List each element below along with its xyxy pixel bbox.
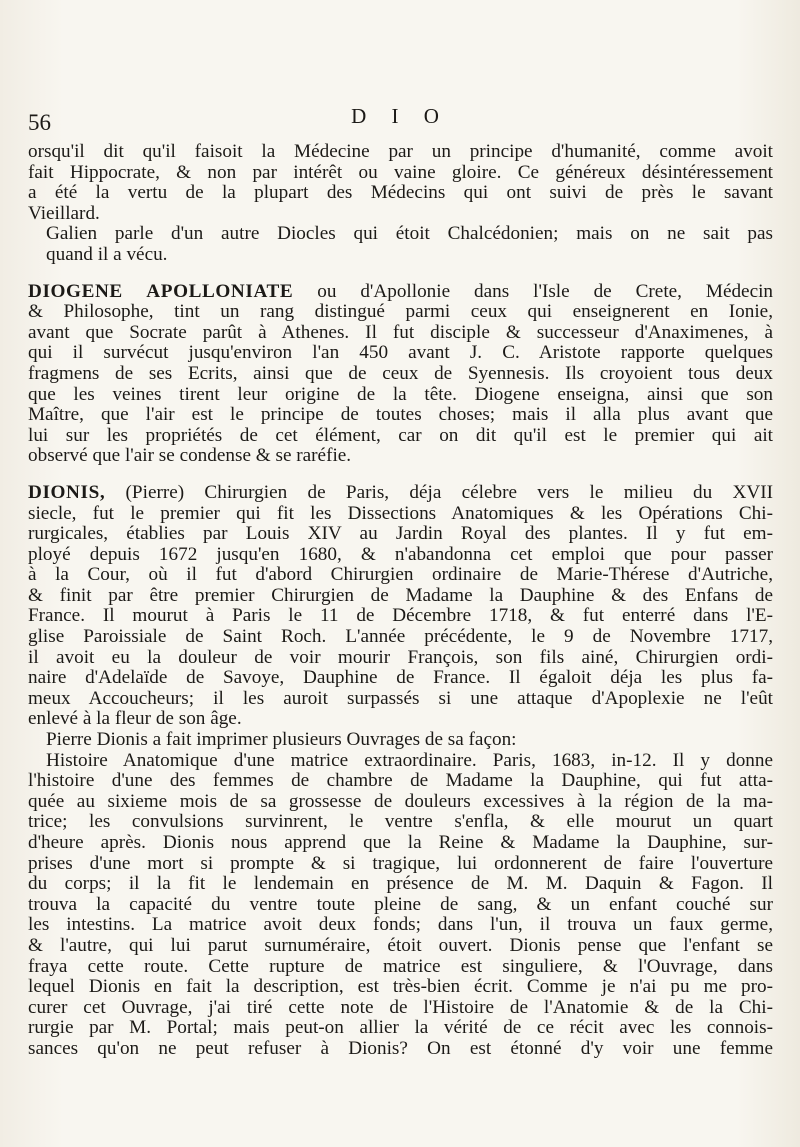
text-line [28, 282, 773, 303]
text-line: lui sur les propriétés de cet élément, car on dit qu'il est le premier qui ait [28, 425, 773, 446]
text-line: que les veines tirent leur origine de la tête. Diogene enseigna, ainsi que son [28, 384, 773, 405]
paragraph-histoire-anatomique [28, 751, 773, 1060]
running-head: D I O [351, 104, 449, 128]
text-line: Vieillard. [28, 203, 100, 224]
text-line: qui il survécut jusqu'environ l'an 450 avant J. C. Aristote rapporte quelques [28, 343, 773, 364]
text-line: & Philosophe, tint un rang distingué parmi ceux qui enseignerent en Ionie, [28, 302, 773, 323]
text-line: ployé depuis 1672 jusqu'en 1680, & n'abandonna cet emploi que pour passer [28, 544, 773, 565]
text-line: prises d'une mort si prompte & si tragique, lui ordonnerent de faire l'ouverture [28, 853, 773, 874]
text-line: avant que Socrate parût à Athenes. Il fut disciple & successeur d'Anaximenes, à [28, 322, 773, 343]
text-line-rest: ou d'Apollonie dans l'Isle de Crete, Médecin [317, 281, 773, 302]
text-line: Histoire Anatomique d'une matrice extraordinaire. Paris, 1683, in-12. Il y donne [46, 750, 773, 771]
text-line: siecle, fut le premier qui fit les Dissections Anatomiques & les Opérations Chi- [28, 503, 773, 524]
text-line: trouva la capacité du ventre toute pleine de sang, & un enfant couché sur [28, 894, 773, 915]
text-line: rurgicales, établies par Louis XIV au Jardin Royal des plantes. Il y fut em- [28, 524, 773, 545]
text-line: fragmens de ses Ecrits, ainsi que de ceux de Syennesis. Ils croyoient tous deux [28, 363, 773, 384]
text-line: trice; les convulsions survinrent, le ventre s'enfla, & elle mourut un quart [28, 812, 773, 833]
text-line: meux Accoucheurs; il les auroit surpassés si une attaque d'Apoplexie ne l'eût [28, 688, 773, 709]
text-line: naire d'Adelaïde de Savoye, Dauphine de France. Il égaloit déja les plus fa- [28, 668, 773, 689]
text-line: orsqu'il dit qu'il faisoit la Médecine par un principe d'humanité, comme avoit [28, 142, 773, 162]
text-line: France. Il mourut à Paris le 11 de Décembre 1718, & fut enterré dans l'E- [28, 606, 773, 627]
text-line: glise Paroissiale de Saint Roch. L'année précédente, le 9 de Novembre 1717, [28, 627, 773, 648]
page-header [28, 104, 772, 134]
entry-heading: DIOGENE APOLLONIATE [28, 281, 294, 302]
text-line: & l'autre, qui lui parut surnuméraire, étoit ouvert. Dionis pense que l'enfant se [28, 935, 773, 956]
text-line: fait Hippocrate, & non par intérêt ou vaine gloire. Ce généreux désintéressement [28, 162, 773, 183]
text-line: Pierre Dionis a fait imprimer plusieurs Ouvrages de sa façon: [46, 730, 517, 751]
text-line: rurgie par M. Portal; mais peut-on allier la vérité de ce récit avec les connois- [28, 1018, 773, 1039]
text-line-rest: (Pierre) Chirurgien de Paris, déja célebre vers le milieu du XVII [125, 482, 773, 503]
paragraph-galien [28, 224, 773, 265]
entry-heading: DIONIS, [28, 482, 106, 503]
text-line: d'heure après. Dionis nous apprend que la Reine & Madame la Dauphine, sur- [28, 833, 773, 853]
text-line: les intestins. La matrice avoit deux fonds; dans l'un, il trouva un faux germe, [28, 915, 773, 936]
text-line: quand il a vécu. [46, 244, 168, 265]
entry-diogene-apolloniate [28, 282, 773, 467]
text-line: sances qu'on ne peut refuser à Dionis? On est étonné d'y voir une femme [28, 1038, 773, 1059]
text-line: lequel Dionis en fait la description, est très-bien écrit. Comme je n'ai pu me pro- [28, 977, 773, 998]
text-line: quée au sixieme mois de sa grossesse de douleurs excessives à la région de la ma- [28, 791, 773, 812]
text-line: fraya cette route. Cette rupture de matrice est singuliere, & l'Ouvrage, dans [28, 956, 773, 977]
page-number: 56 [28, 110, 51, 135]
text-line: & finit par être premier Chirurgien de Madame la Dauphine & des Enfans de [28, 585, 773, 606]
text-line: du corps; il la fit le lendemain en présence de M. M. Daquin & Fagon. Il [28, 874, 773, 895]
text-line: a été la vertu de la plupart des Médecins qui ont suivi de près le savant [28, 183, 773, 204]
text-line: il avoit eu la douleur de voir mourir François, son fils ainé, Chirurgien ordi- [28, 647, 773, 668]
entry-dionis [28, 483, 773, 730]
text-line [28, 483, 773, 504]
paragraph-ouvrages [28, 730, 773, 751]
text-line: observé que l'air se condense & se raréfie. [28, 446, 352, 467]
text-line: à la Cour, où il fut d'abord Chirurgien ordinaire de Marie-Thérese d'Autriche, [28, 565, 773, 586]
text-line: l'histoire d'une des femmes de chambre de Madame la Dauphine, qui fut atta- [28, 771, 773, 792]
paragraph-hippocrate [28, 142, 773, 224]
text-line: Galien parle d'un autre Diocles qui étoit Chalcédonien; mais on ne sait pas [46, 224, 773, 245]
text-line: Maître, que l'air est le principe de toutes choses; mais il alla plus avant que [28, 405, 773, 426]
body-text [28, 142, 773, 1060]
text-line: curer cet Ouvrage, j'ai tiré cette note de l'Histoire de l'Anatomie & de la Chi- [28, 997, 773, 1018]
text-line: enlevé à la fleur de son âge. [28, 709, 242, 730]
